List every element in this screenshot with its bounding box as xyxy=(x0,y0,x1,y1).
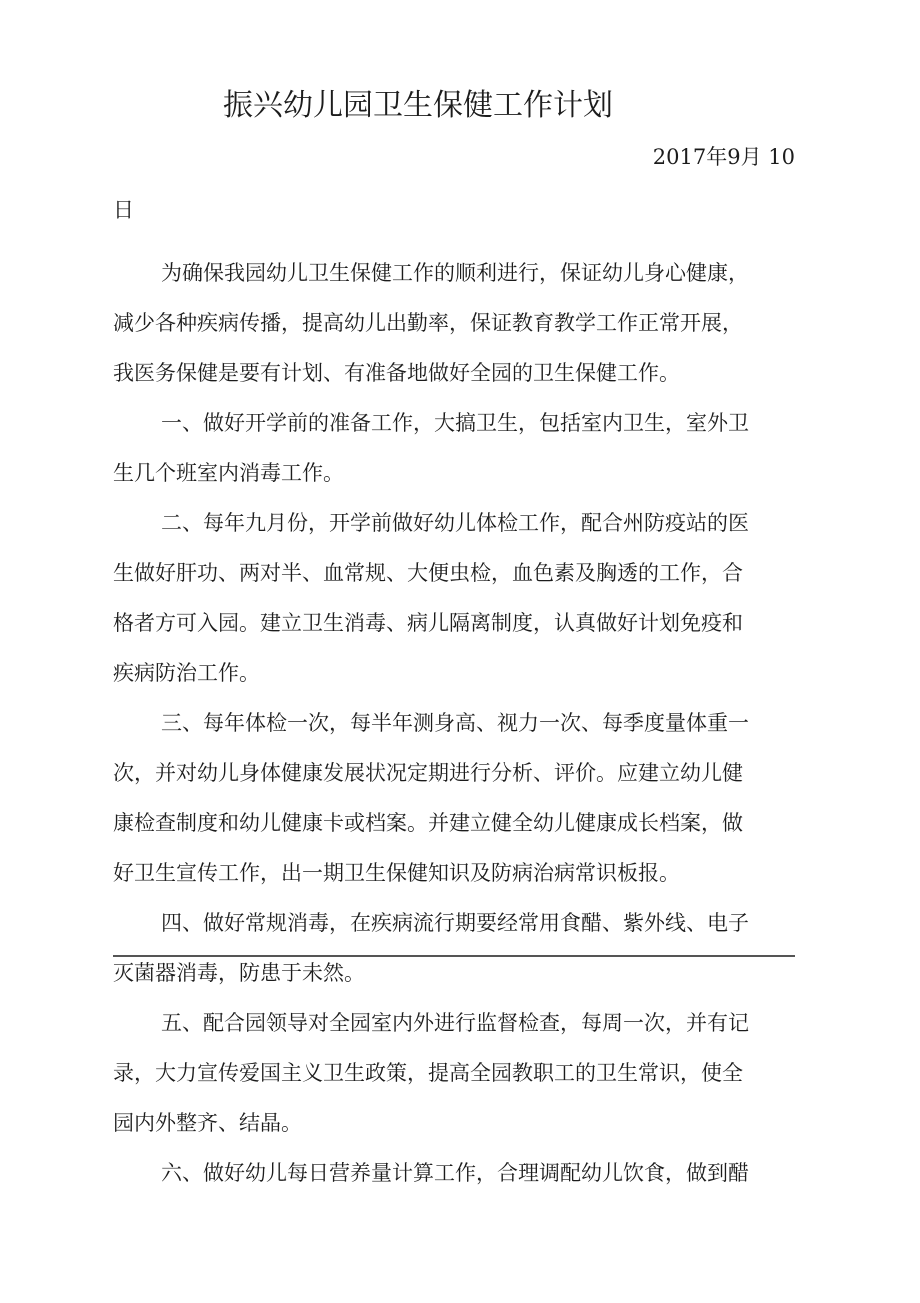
body-line: 录，大力宣传爱国主义卫生政策，提高全园教职工的卫生常识，使全 xyxy=(113,1061,743,1085)
body-line: 为确保我园幼儿卫生保健工作的顺利进行，保证幼儿身心健康， xyxy=(161,261,749,285)
body-line: 我医务保健是要有计划、有准备地做好全园的卫生保健工作。 xyxy=(113,361,680,385)
body-line: 四、做好常规消毒，在疾病流行期要经常用食醋、紫外线、电子 xyxy=(161,911,749,935)
body-line: 二、每年九月份，开学前做好幼儿体检工作，配合州防疫站的医 xyxy=(161,511,749,535)
body-line: 康检查制度和幼儿健康卡或档案。并建立健全幼儿健康成长档案，做 xyxy=(113,811,743,835)
body-line: 园内外整齐、结晶。 xyxy=(113,1111,302,1135)
document-date-wrapped-char: 日 xyxy=(113,198,134,222)
body-line: 格者方可入园。建立卫生消毒、病儿隔离制度，认真做好计划免疫和 xyxy=(113,611,743,635)
body-line: 好卫生宣传工作，出一期卫生保健知识及防病治病常识板报。 xyxy=(113,861,680,885)
body-line: 六、做好幼儿每日营养量计算工作，合理调配幼儿饮食，做到醋 xyxy=(161,1161,749,1185)
body-line: 一、做好开学前的准备工作，大搞卫生，包括室内卫生，室外卫 xyxy=(161,411,749,435)
document-title: 振兴幼儿园卫生保健工作计划 xyxy=(223,88,613,123)
body-line: 三、每年体检一次，每半年测身高、视力一次、每季度量体重一 xyxy=(161,711,749,735)
body-line: 疾病防治工作。 xyxy=(113,661,260,685)
body-line: 生做好肝功、两对半、血常规、大便虫检，血色素及胸透的工作，合 xyxy=(113,561,743,585)
body-line: 减少各种疾病传播，提高幼儿出勤率，保证教育教学工作正常开展， xyxy=(113,311,743,335)
body-line: 五、配合园领导对全园室内外进行监督检查，每周一次，并有记 xyxy=(161,1011,749,1035)
document-date: 2017年9月 10 xyxy=(652,145,795,169)
body-line: 次，并对幼儿身体健康发展状况定期进行分析、评价。应建立幼儿健 xyxy=(113,761,743,785)
body-line-with-page-break-rule: 灭菌器消毒，防患于未然。 xyxy=(113,948,795,998)
body-line: 生几个班室内消毒工作。 xyxy=(113,461,344,485)
document-body xyxy=(113,248,795,1198)
